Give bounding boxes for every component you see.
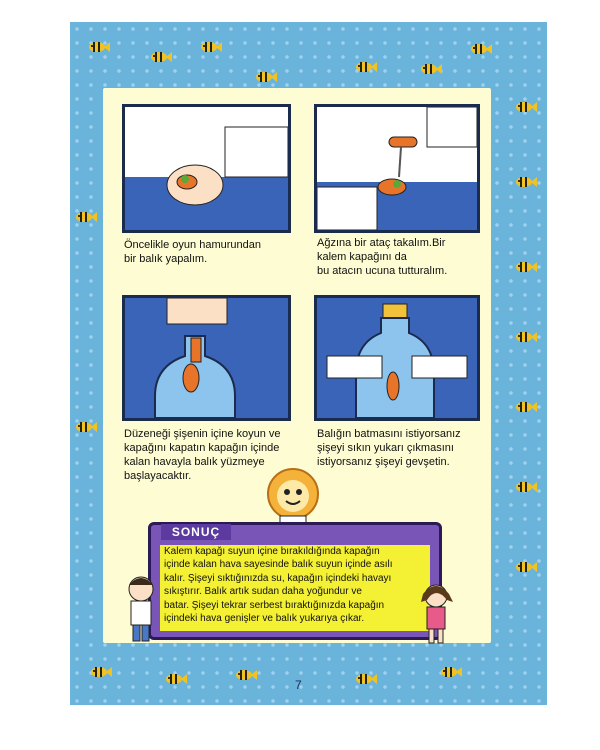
step-2-illustration [314,104,480,233]
conclusion-title: SONUÇ [161,524,231,540]
step-2-caption [317,236,447,278]
conclusion-line: Kalem kapağı suyun içine bırakıldığında kapağın [164,546,380,557]
fish-icon [440,665,462,679]
conclusion-line: içinde kalan hava sayesinde balık suyun içinde asılı [164,559,393,571]
conclusion-line: sıkıştırır. Balık artık sudan daha yoğundur ve [164,586,362,598]
fish-icon [90,665,112,679]
fish-icon [150,50,172,64]
fish-icon [165,672,187,686]
caption-line: kalem kapağını da [317,251,407,263]
conclusion-text [158,543,432,633]
conclusion-line: batar. Şişeyi tekrar serbest bıraktığınızda kapağın [164,599,385,611]
step-4-illustration [314,295,480,421]
caption-line: istiyorsanız şişeyi gevşetin. [317,456,450,468]
fish-icon [355,60,377,74]
fish-icon [515,260,537,274]
fish-icon [515,560,537,574]
fish-icon [355,672,377,686]
caption-line: başlayacaktır. [124,470,192,482]
step-1-illustration [122,104,291,233]
page-number: 7 [295,678,302,692]
caption-line: Ağzına bir ataç takalım.Bir [317,237,446,249]
fish-icon [255,70,277,84]
girl-character-icon [418,582,454,644]
caption-line: kalan havayla balık yüzmeye [124,456,265,468]
caption-line: Balığın batmasını istiyorsanız [317,428,461,440]
fish-icon [515,100,537,114]
boy-character-icon [123,575,159,643]
fish-icon [235,668,257,682]
caption-line: Düzeneği şişenin içine koyun ve [124,428,281,440]
fish-icon [75,210,97,224]
fish-icon [420,62,442,76]
fish-icon [515,330,537,344]
caption-line: Öncelikle oyun hamurundan [124,239,261,251]
fish-icon [200,40,222,54]
fish-icon [470,42,492,56]
fish-icon [75,420,97,434]
conclusion-line: içindeki hava genişler ve balık yukarıya çıkar. [164,613,365,625]
mascot-icon [258,468,328,524]
step-1-caption [124,238,261,266]
step-4-caption [317,427,461,469]
caption-line: şişeyi sıkın yukarı çıkmasını [317,442,454,454]
conclusion-line: kalır. Şişeyi sıktığınızda su, kapağın içindeki havayı [164,572,392,584]
fish-icon [515,480,537,494]
fish-icon [515,175,537,189]
fish-icon [88,40,110,54]
caption-line: bu atacın ucuna tutturalım. [317,265,448,277]
caption-line: kapağını kapatın kapağın içinde [124,442,280,454]
step-3-illustration [122,295,291,421]
caption-line: bir balık yapalım. [124,253,208,265]
fish-icon [515,400,537,414]
